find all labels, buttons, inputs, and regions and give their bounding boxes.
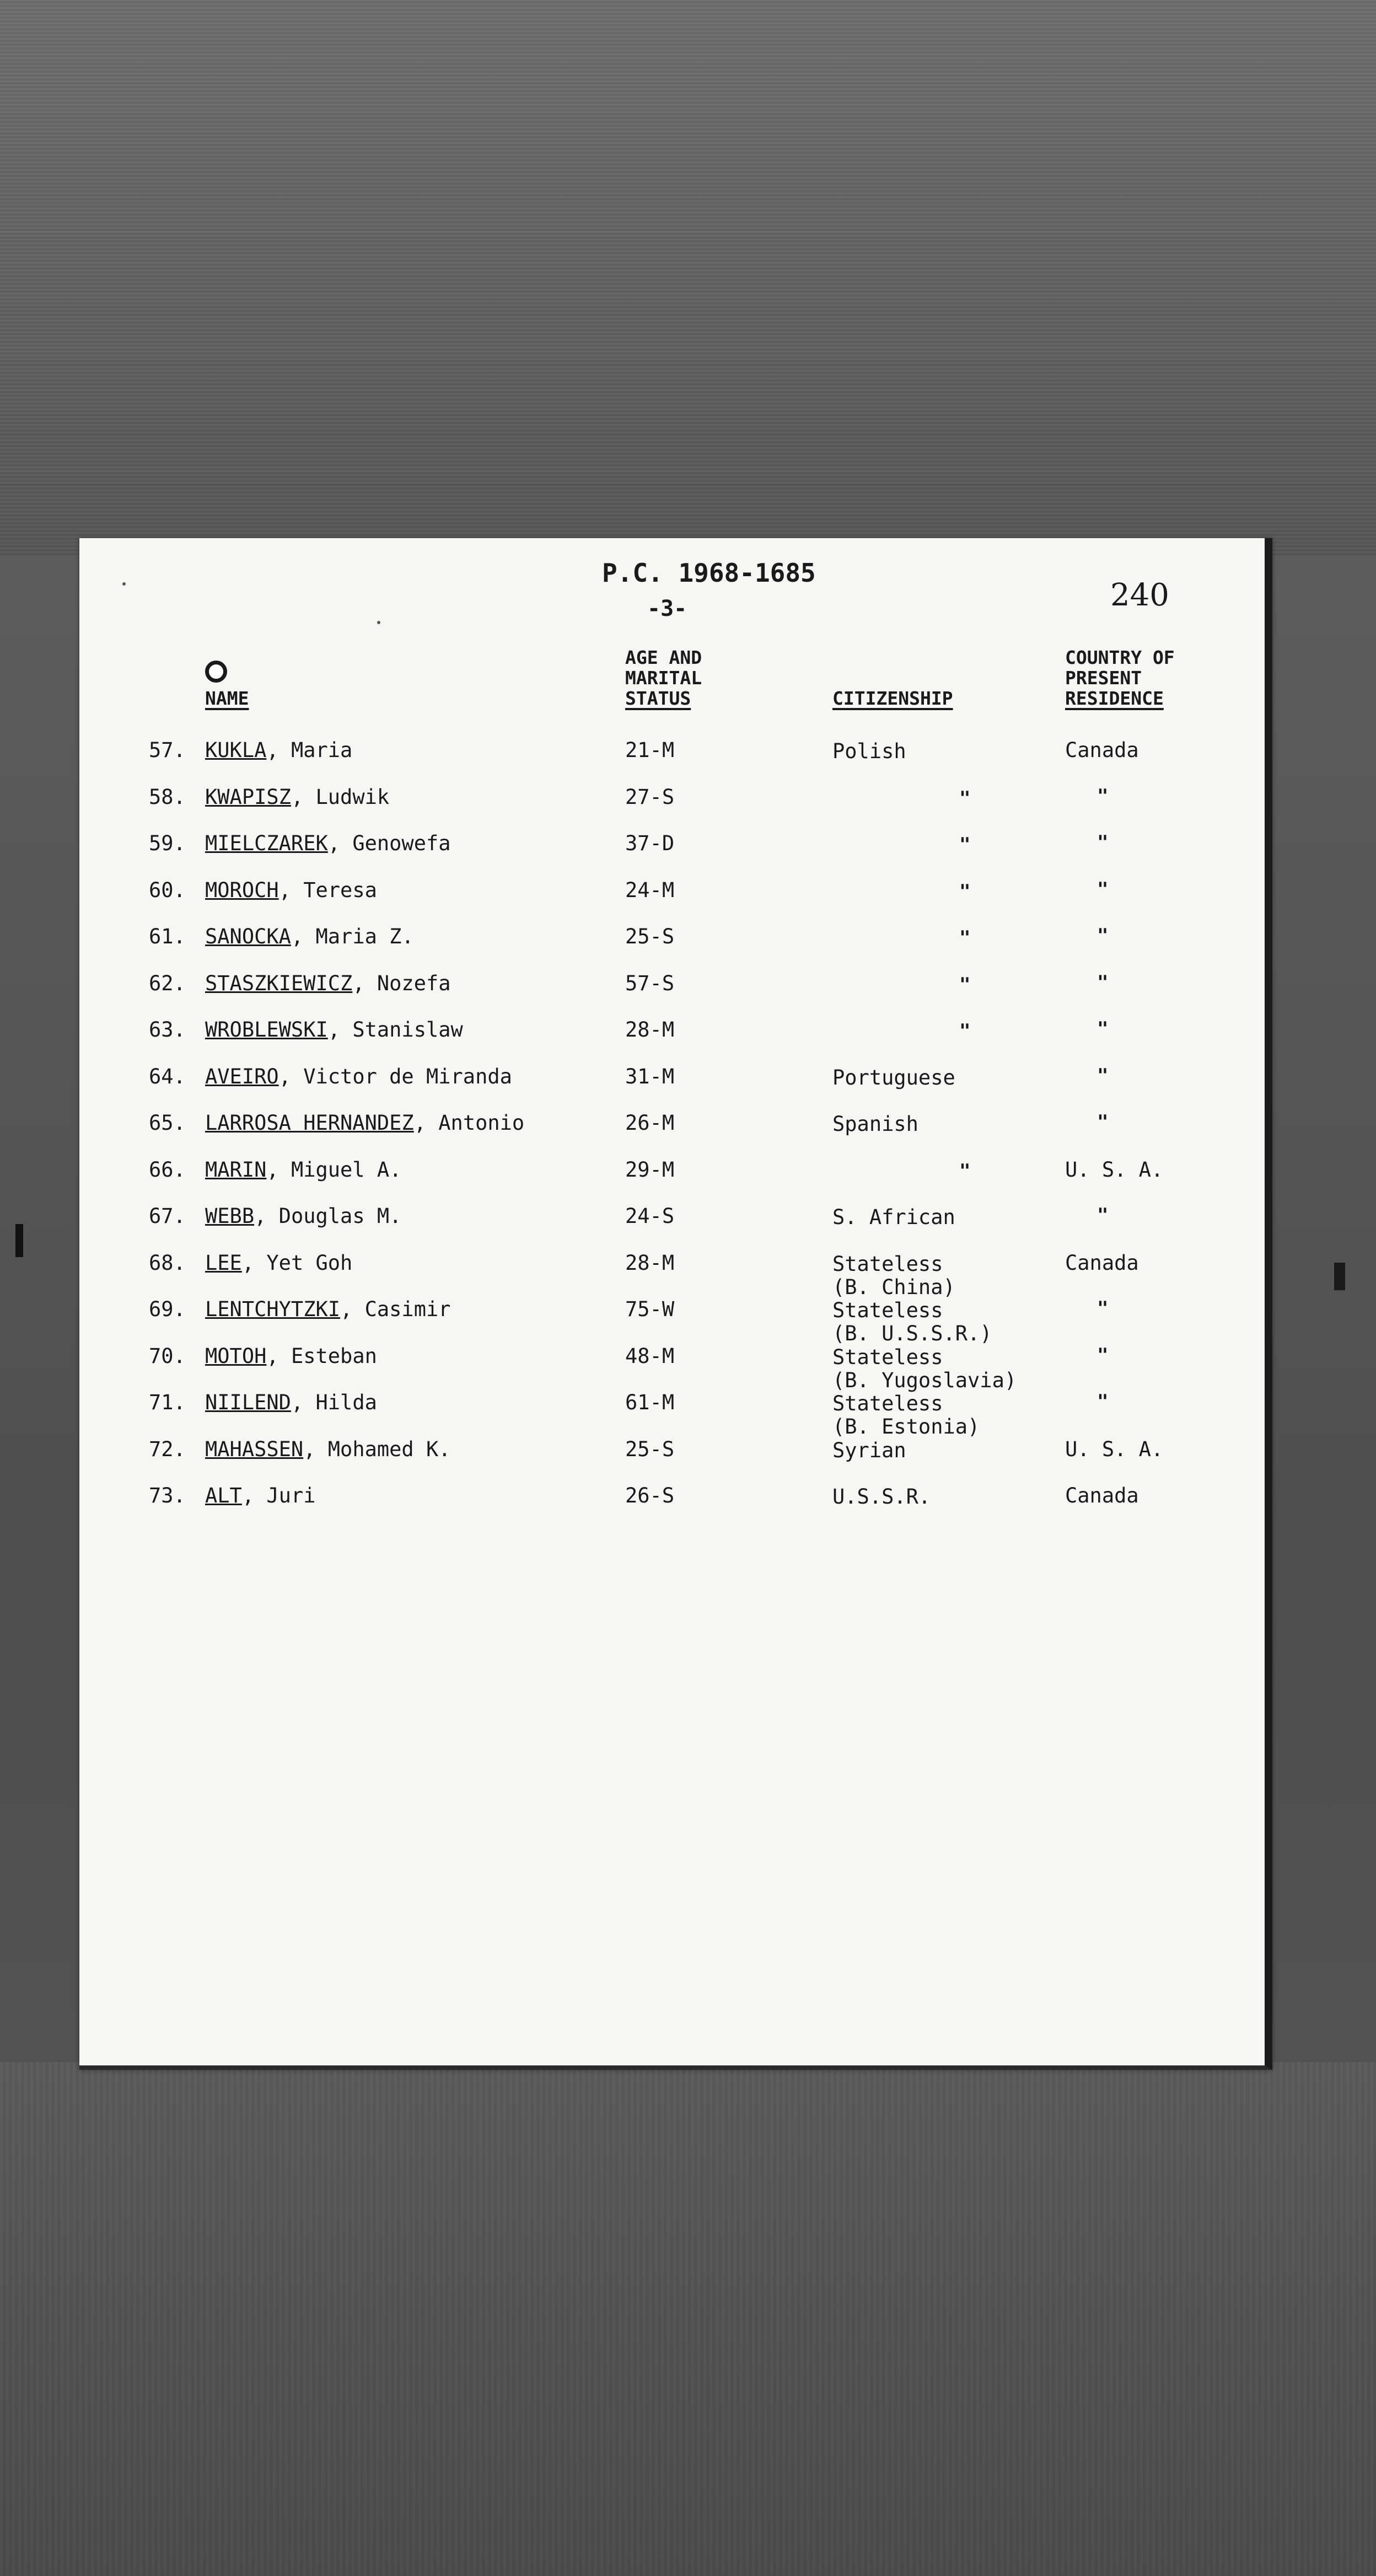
citizenship-line: Portuguese [832, 1065, 955, 1090]
table-row [79, 880, 1265, 926]
entry-name: LARROSA HERNANDEZ, Antonio [205, 1111, 525, 1135]
entry-number: 62. [149, 971, 186, 995]
table-row [79, 740, 1265, 786]
entry-given-name: Victor de Miranda [303, 1064, 512, 1088]
entry-residence: Canada [1065, 738, 1139, 762]
table-row [79, 1485, 1265, 1532]
entry-surname: WROBLEWSKI [205, 1018, 328, 1042]
punch-hole-circle [205, 661, 227, 683]
citizenship-birthplace: (B. China) [832, 1275, 955, 1299]
entry-age-status: 31-M [625, 1064, 675, 1088]
scan-background-bottom [0, 2062, 1376, 2576]
entry-name: ALT, Juri [205, 1484, 316, 1507]
citizenship-line: " [959, 973, 971, 996]
entry-given-name: Antonio [438, 1111, 525, 1135]
entry-citizenship [832, 1485, 931, 1509]
entry-number: 59. [149, 831, 186, 855]
entry-number: 63. [149, 1018, 186, 1042]
stamp-number: 240 [1110, 577, 1169, 613]
entry-surname: MIELCZAREK [205, 831, 328, 855]
entry-number: 73. [149, 1484, 186, 1507]
entry-surname: ALT [205, 1484, 242, 1507]
entry-given-name: Mohamed K. [327, 1437, 451, 1461]
citizenship-line: Stateless [832, 1345, 943, 1369]
scan-background-top [0, 0, 1376, 557]
citizenship-line: Spanish [832, 1112, 918, 1136]
entry-given-name: Yet Goh [266, 1251, 353, 1275]
table-row [79, 1206, 1265, 1252]
entry-surname: MAHASSEN [205, 1437, 304, 1461]
entry-citizenship [832, 1066, 955, 1090]
entry-age-status: 27-S [625, 785, 675, 809]
entry-residence: Canada [1065, 1251, 1139, 1275]
citizenship-line: " [959, 787, 971, 809]
entry-citizenship [959, 787, 970, 810]
entry-citizenship [959, 880, 970, 903]
entry-age-status: 57-S [625, 971, 675, 995]
column-header-residence: COUNTRY OF PRESENT RESIDENCE [1065, 647, 1175, 709]
table-row [79, 1157, 1265, 1206]
film-edge-mark [15, 1224, 23, 1257]
entry-given-name: Maria [291, 738, 353, 762]
entry-age-status: 26-M [625, 1111, 675, 1135]
entry-residence: " [1097, 1064, 1109, 1087]
entry-number: 60. [149, 878, 186, 902]
entry-age-status: 25-S [625, 925, 675, 948]
entry-citizenship [832, 1392, 980, 1439]
citizenship-birthplace: (B. Yugoslavia) [832, 1368, 1017, 1392]
entry-residence: " [1097, 1111, 1109, 1133]
citizenship-line: " [959, 834, 971, 856]
entry-age-status: 28-M [625, 1018, 675, 1042]
entry-given-name: Ludwik [315, 785, 390, 809]
dust-speck [122, 582, 126, 586]
entry-given-name: Hilda [315, 1391, 377, 1414]
entry-age-status: 29-M [625, 1157, 675, 1182]
entry-residence: " [1097, 1391, 1109, 1413]
table-row [79, 1392, 1265, 1439]
entry-name: STASZKIEWICZ, Nozefa [205, 971, 451, 995]
citizenship-line: " [959, 927, 971, 949]
entry-citizenship [959, 926, 970, 949]
table-row [79, 1066, 1265, 1113]
table-row [79, 833, 1265, 879]
film-edge-mark-right [1334, 1263, 1345, 1290]
citizenship-line: " [959, 1020, 971, 1042]
entry-citizenship [959, 1160, 970, 1183]
dust-speck [377, 621, 380, 624]
entry-name: MOTOH, Esteban [205, 1344, 377, 1368]
entry-citizenship [959, 1019, 970, 1043]
entry-given-name: Juri [266, 1484, 316, 1507]
entry-residence: " [1097, 1018, 1109, 1040]
entry-citizenship [832, 1253, 955, 1299]
entry-residence: " [1097, 831, 1109, 854]
entry-surname: AVEIRO [205, 1064, 279, 1088]
entry-surname: LENTCHYTZKI [205, 1297, 341, 1321]
page-number: -3- [647, 596, 687, 621]
entry-residence: " [1097, 1297, 1109, 1319]
entry-name: MOROCH, Teresa [205, 878, 377, 902]
entry-number: 58. [149, 785, 186, 809]
citizenship-line: Stateless [832, 1392, 943, 1415]
entry-surname: KWAPISZ [205, 785, 291, 809]
entry-name: MIELCZAREK, Genowefa [205, 831, 451, 855]
entry-number: 65. [149, 1111, 186, 1135]
entry-name: AVEIRO, Victor de Miranda [205, 1064, 512, 1088]
citizenship-line: U.S.S.R. [832, 1485, 931, 1509]
entry-name: WEBB, Douglas M. [205, 1204, 402, 1228]
entry-name: SANOCKA, Maria Z. [205, 925, 414, 948]
entry-age-status: 61-M [625, 1391, 675, 1414]
entry-residence: " [1097, 925, 1109, 947]
entry-name: KUKLA, Maria [205, 738, 353, 762]
column-header-citizenship: CITIZENSHIP [832, 688, 953, 709]
entry-surname: LARROSA HERNANDEZ [205, 1111, 414, 1135]
entry-age-status: 26-S [625, 1484, 675, 1507]
entry-surname: MARIN [205, 1157, 267, 1182]
entry-citizenship [832, 1346, 1017, 1392]
entry-number: 72. [149, 1437, 186, 1461]
entry-number: 61. [149, 925, 186, 948]
entry-age-status: 48-M [625, 1344, 675, 1368]
table-row [79, 1113, 1265, 1159]
entry-given-name: Miguel A. [291, 1157, 402, 1182]
citizenship-line: " [959, 1160, 971, 1182]
citizenship-line: Stateless [832, 1252, 943, 1276]
entry-age-status: 24-S [625, 1204, 675, 1228]
entry-name: LEE, Yet Goh [205, 1251, 353, 1275]
table-row [79, 1019, 1265, 1066]
entry-given-name: Nozefa [377, 971, 451, 995]
entry-age-status: 24-M [625, 878, 675, 902]
entry-residence: U. S. A. [1065, 1437, 1164, 1461]
citizenship-line: S. African [832, 1205, 955, 1229]
entry-given-name: Stanislaw [352, 1018, 463, 1042]
citizenship-line: Stateless [832, 1298, 943, 1322]
citizenship-line: " [959, 880, 971, 903]
entry-citizenship [832, 740, 906, 763]
entry-number: 69. [149, 1297, 186, 1321]
entry-number: 66. [149, 1157, 186, 1182]
table-row [79, 1439, 1265, 1485]
entry-given-name: Esteban [291, 1344, 377, 1368]
entry-name: KWAPISZ, Ludwik [205, 785, 390, 809]
entry-number: 70. [149, 1344, 186, 1368]
entry-number: 67. [149, 1204, 186, 1228]
entry-given-name: Casimir [364, 1297, 451, 1321]
entry-number: 64. [149, 1064, 186, 1088]
entry-name: LENTCHYTZKI, Casimir [205, 1297, 451, 1321]
entry-surname: SANOCKA [205, 925, 291, 948]
table-row [79, 1299, 1265, 1345]
table-row [79, 787, 1265, 833]
entry-residence: " [1097, 971, 1109, 994]
citizenship-birthplace: (B. Estonia) [832, 1415, 980, 1439]
entry-residence: " [1097, 1204, 1109, 1226]
column-header-age: AGE AND MARITAL STATUS [625, 647, 702, 709]
entry-citizenship [959, 833, 970, 856]
entry-surname: STASZKIEWICZ [205, 971, 353, 995]
entry-surname: NIILEND [205, 1391, 291, 1414]
document-page [79, 538, 1272, 2070]
entry-citizenship [959, 973, 970, 996]
entry-citizenship [832, 1206, 955, 1229]
entry-age-status: 25-S [625, 1437, 675, 1461]
entry-surname: WEBB [205, 1204, 255, 1228]
entry-residence: " [1097, 785, 1109, 807]
citizenship-birthplace: (B. U.S.S.R.) [832, 1322, 992, 1345]
entry-age-status: 21-M [625, 738, 675, 762]
table-row [79, 1346, 1265, 1392]
citizenship-line: Polish [832, 739, 906, 763]
entry-surname: MOTOH [205, 1344, 267, 1368]
table-row [79, 973, 1265, 1019]
entry-residence: " [1097, 878, 1109, 900]
table-row [79, 926, 1265, 973]
entry-number: 57. [149, 738, 186, 762]
entry-age-status: 37-D [625, 831, 675, 855]
entry-surname: KUKLA [205, 738, 267, 762]
file-reference: P.C. 1968-1685 [602, 558, 816, 588]
entry-name: MARIN, Miguel A. [205, 1157, 402, 1182]
entry-age-status: 28-M [625, 1251, 675, 1275]
entry-number: 68. [149, 1251, 186, 1275]
entry-name: WROBLEWSKI, Stanislaw [205, 1018, 463, 1042]
entry-citizenship [832, 1113, 918, 1136]
entry-name: MAHASSEN, Mohamed K. [205, 1437, 451, 1461]
entry-surname: MOROCH [205, 878, 279, 902]
entry-citizenship [832, 1299, 992, 1345]
entry-given-name: Teresa [303, 878, 377, 902]
entry-given-name: Maria Z. [315, 925, 414, 948]
column-header-name: NAME [205, 688, 249, 709]
citizenship-line: Syrian [832, 1438, 906, 1462]
entry-number: 71. [149, 1391, 186, 1414]
entry-residence: U. S. A. [1065, 1157, 1164, 1182]
entry-given-name: Genowefa [352, 831, 451, 855]
entry-surname: LEE [205, 1251, 242, 1275]
table-row [79, 1253, 1265, 1299]
entry-age-status: 75-W [625, 1297, 675, 1321]
entry-residence: Canada [1065, 1484, 1139, 1507]
entry-residence: " [1097, 1344, 1109, 1366]
entry-name: NIILEND, Hilda [205, 1391, 377, 1414]
entry-given-name: Douglas M. [278, 1204, 402, 1228]
entry-citizenship [832, 1439, 906, 1462]
